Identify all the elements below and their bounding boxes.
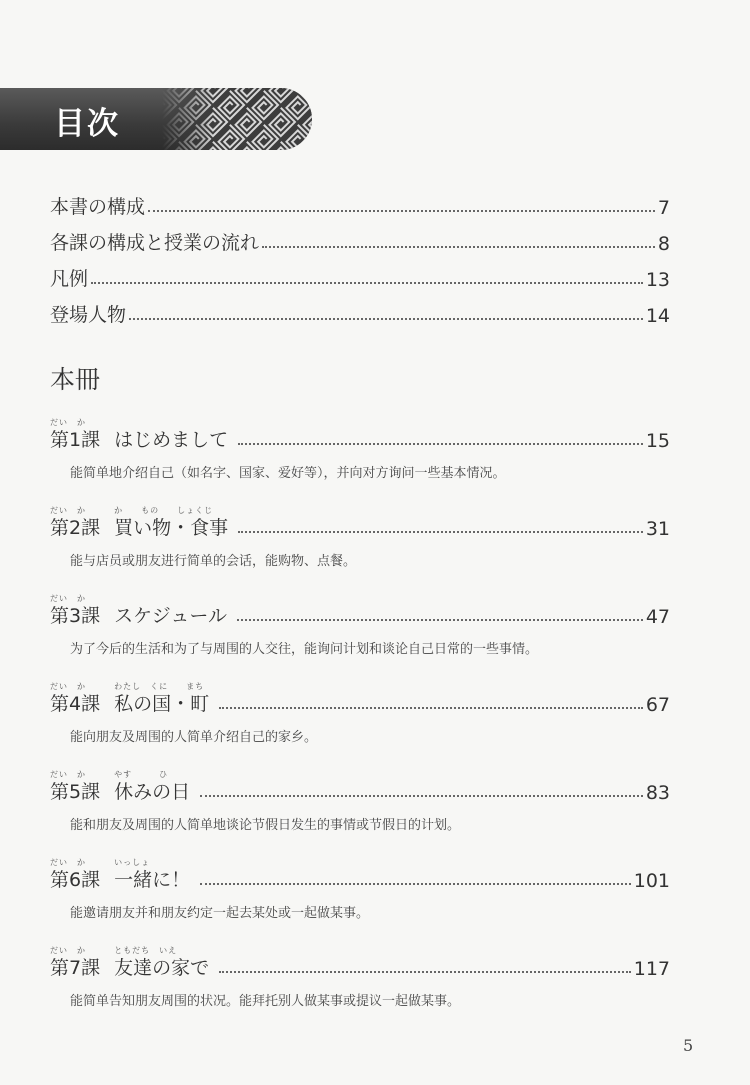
lesson-description: 能和朋友及周围的人简单地谈论节假日发生的事情或节假日的计划。 — [70, 818, 461, 833]
lesson-title: はじめまして — [114, 429, 229, 451]
entry-page: 7 — [657, 197, 670, 219]
lesson-number: だい か 第2課 — [50, 506, 101, 539]
ornament-pattern — [162, 88, 312, 150]
entry-label: 各課の構成と授業の流れ — [50, 232, 260, 254]
lesson-page: 117 — [633, 958, 670, 980]
lesson-page: 101 — [633, 870, 670, 892]
lesson-page: 83 — [645, 782, 670, 804]
lesson-description: 能简单地介绍自己（如名字、国家、爱好等），并向对方询问一些基本情况。 — [70, 466, 506, 481]
lesson-entry — [50, 678, 670, 766]
dot-leader — [148, 210, 655, 212]
toc-entry — [50, 255, 670, 291]
ruby: だい か — [50, 682, 86, 691]
toc-entry — [50, 183, 670, 219]
ruby: だい か — [50, 418, 86, 427]
entry-label: 登場人物 — [50, 304, 127, 326]
page-title: 目次 — [54, 106, 120, 142]
toc-entry — [50, 219, 670, 255]
lesson-title: スケジュール — [114, 605, 227, 627]
lesson-list — [50, 414, 670, 1022]
dot-leader — [129, 318, 643, 320]
entry-page: 13 — [645, 269, 670, 291]
ruby: やす ひ — [114, 770, 169, 779]
lesson-entry — [50, 590, 670, 678]
entry-page: 14 — [645, 305, 670, 327]
lesson-title: やす ひ 休みの日 — [114, 770, 191, 803]
dot-leader — [200, 883, 631, 885]
lesson-description: 能向朋友及周围的人简单介绍自己的家乡。 — [70, 730, 318, 745]
dot-leader — [238, 531, 643, 533]
ruby: ともだち いえ — [114, 946, 178, 955]
lesson-description: 能邀请朋友并和朋友约定一起去某处或一起做某事。 — [70, 906, 370, 921]
intro-list — [50, 183, 670, 327]
lesson-number: だい か 第7課 — [50, 946, 101, 979]
dot-leader — [200, 795, 643, 797]
ruby: だい か — [50, 946, 86, 955]
lesson-entry — [50, 502, 670, 590]
lesson-page: 67 — [645, 694, 670, 716]
lesson-page: 31 — [645, 518, 670, 540]
lesson-entry — [50, 854, 670, 942]
lesson-number: だい か 第5課 — [50, 770, 101, 803]
lesson-entry — [50, 766, 670, 854]
lesson-title: いっしょ 一緒に！ — [114, 858, 191, 891]
ruby: いっしょ — [114, 858, 151, 867]
lesson-description: 能简单告知朋友周围的状况。能拜托别人做某事或提议一起做某事。 — [70, 994, 461, 1009]
section-title: 本冊 — [50, 365, 101, 394]
ruby: か もの しょくじ — [114, 506, 214, 515]
dot-leader — [219, 707, 643, 709]
toc-banner — [0, 88, 312, 150]
ruby: わたし くに まち — [114, 682, 205, 691]
lesson-page: 47 — [645, 606, 670, 628]
ruby: だい か — [50, 858, 86, 867]
entry-label: 本書の構成 — [50, 196, 146, 218]
lesson-number: だい か 第1課 — [50, 418, 101, 451]
entry-page: 8 — [657, 233, 670, 255]
lesson-number: だい か 第4課 — [50, 682, 101, 715]
dot-leader — [238, 443, 643, 445]
lesson-entry — [50, 414, 670, 502]
ruby: だい か — [50, 506, 86, 515]
lesson-number: だい か 第3課 — [50, 594, 101, 627]
lesson-page: 15 — [645, 430, 670, 452]
dot-leader — [91, 282, 643, 284]
lesson-entry — [50, 942, 670, 1022]
lesson-title: か もの しょくじ 買い物・食事 — [114, 506, 229, 539]
ruby: だい か — [50, 770, 86, 779]
lesson-description: 能与店员或朋友进行简单的会话，能购物、点餐。 — [70, 554, 357, 569]
toc-entry — [50, 291, 670, 327]
dot-leader — [262, 246, 655, 248]
ruby: だい か — [50, 594, 86, 603]
entry-label: 凡例 — [50, 268, 89, 290]
dot-leader — [219, 971, 631, 973]
page-number: 5 — [683, 1036, 694, 1055]
dot-leader — [237, 619, 643, 621]
lesson-number: だい か 第6課 — [50, 858, 101, 891]
lesson-description: 为了今后的生活和为了与周围的人交往，能询问计划和谈论自己日常的一些事情。 — [70, 642, 539, 657]
lesson-title: わたし くに まち 私の国・町 — [114, 682, 210, 715]
lesson-title: ともだち いえ 友達の家で — [114, 946, 210, 979]
